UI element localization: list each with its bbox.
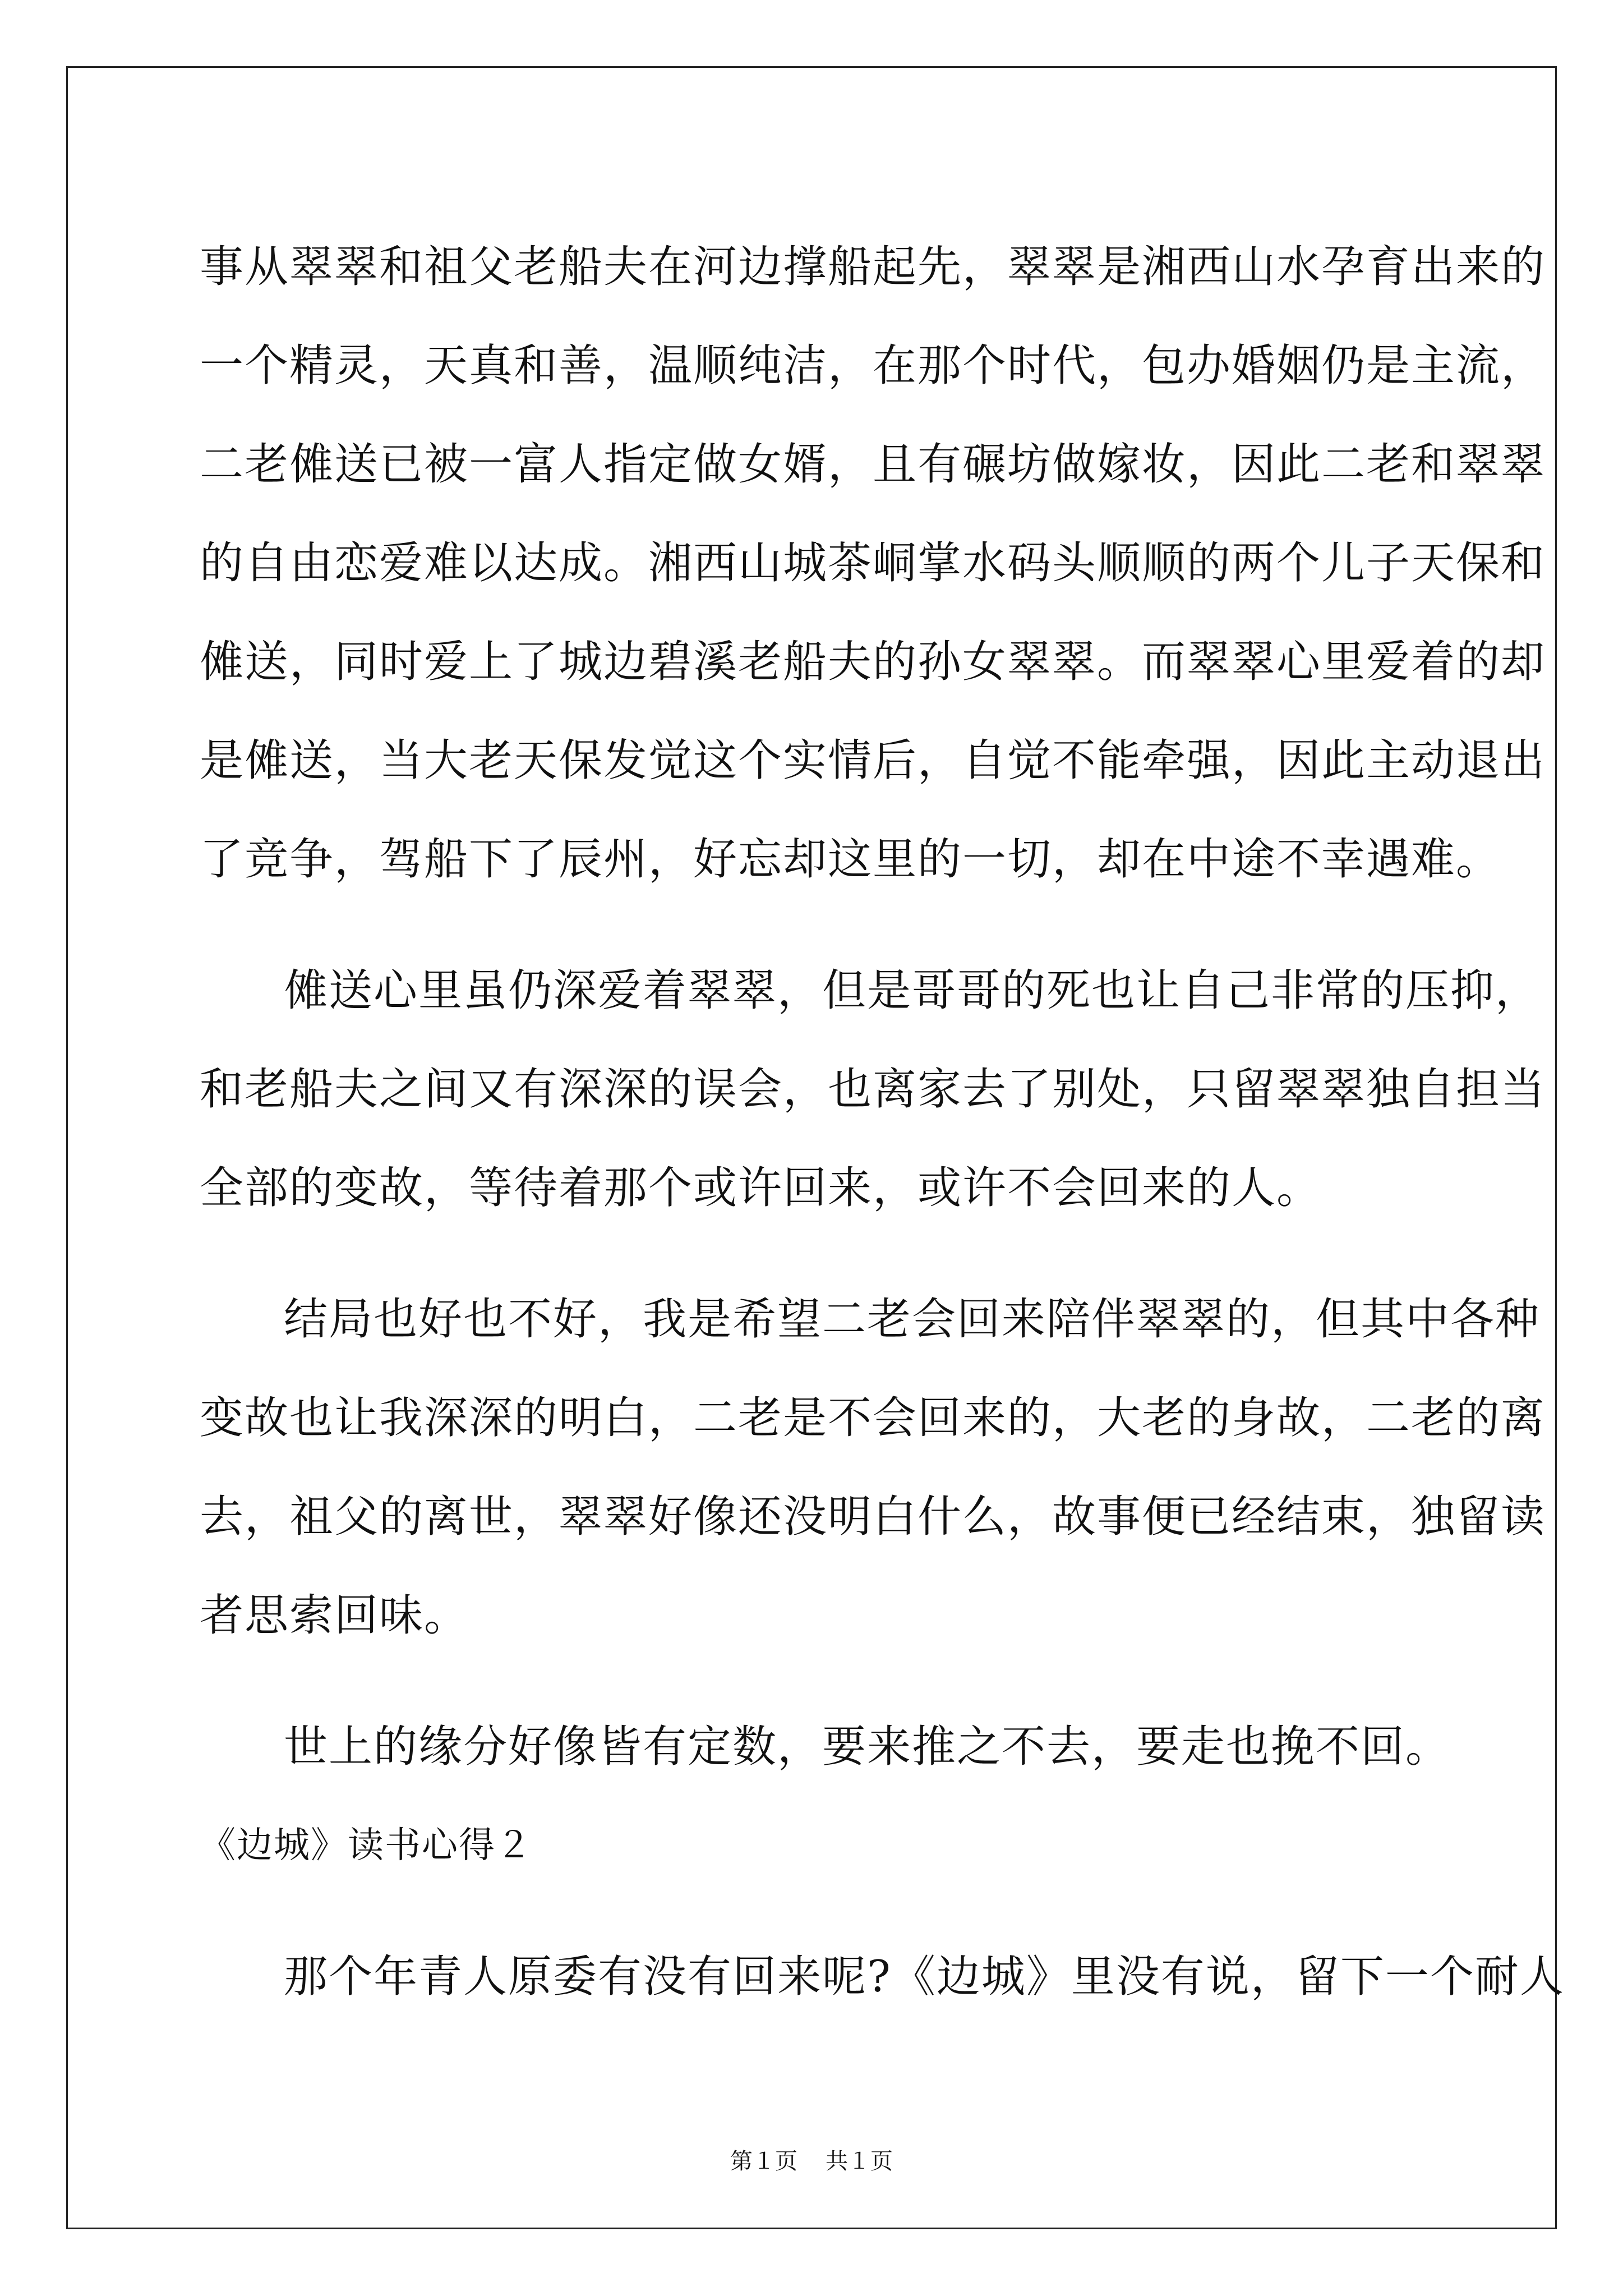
paragraph-5 (200, 1927, 1565, 2026)
page-footer (0, 2147, 1623, 2175)
text-line: 了竞争，驾船下了辰州，好忘却这里的一切，却在中途不幸遇难。 (200, 834, 1501, 885)
text-line: 二老傩送已被一富人指定做女婿，且有碾坊做嫁妆，因此二老和翠翠 (200, 439, 1546, 490)
text-line: 和老船夫之间又有深深的误会，也离家去了别处，只留翠翠独自担当 (200, 1064, 1546, 1115)
page-number-current: 第１页 (730, 2148, 797, 2174)
section-heading: 《边城》读书心得２ (200, 1825, 533, 1866)
text-line: 事从翠翠和祖父老船夫在河边撑船起先，翠翠是湘西山水孕育出来的 (200, 242, 1546, 292)
paragraph-3 (200, 1270, 1546, 1665)
text-line: 一个精灵，天真和善，温顺纯洁，在那个时代，包办婚姻仍是主流， (200, 341, 1546, 391)
document-body (200, 218, 1565, 2026)
text-line: 傩送，同时爱上了城边碧溪老船夫的孙女翠翠。而翠翠心里爱着的却 (200, 637, 1546, 687)
text-line: 去，祖父的离世，翠翠好像还没明白什么，故事便已经结束，独留读 (200, 1492, 1546, 1542)
text-line: 全部的变故，等待着那个或许回来，或许不会回来的人。 (200, 1163, 1322, 1213)
text-line: 者思索回味。 (200, 1590, 469, 1641)
paragraph-1 (200, 218, 1546, 909)
paragraph-2 (200, 941, 1546, 1237)
text-line: 傩送心里虽仍深爱着翠翠，但是哥哥的死也让自己非常的压抑， (284, 965, 1541, 1016)
text-line: 世上的缘分好像皆有定数，要来推之不去，要走也挽不回。 (284, 1722, 1451, 1772)
text-line: 变故也让我深深的明白，二老是不会回来的，大老的身故，二老的离 (200, 1393, 1546, 1443)
text-line: 结局也好也不好，我是希望二老会回来陪伴翠翠的，但其中各种 (284, 1294, 1541, 1345)
text-line: 是傩送，当大老天保发觉这个实情后，自觉不能牵强，因此主动退出 (200, 735, 1546, 786)
text-line: 的自由恋爱难以达成。湘西山城茶峒掌水码头顺顺的两个儿子天保和 (200, 538, 1546, 588)
text-line: 那个年青人原委有没有回来呢?《边城》里没有说，留下一个耐人 (284, 1952, 1565, 2002)
paragraph-4 (200, 1697, 1451, 1796)
page-number-total: 共１页 (826, 2148, 893, 2174)
